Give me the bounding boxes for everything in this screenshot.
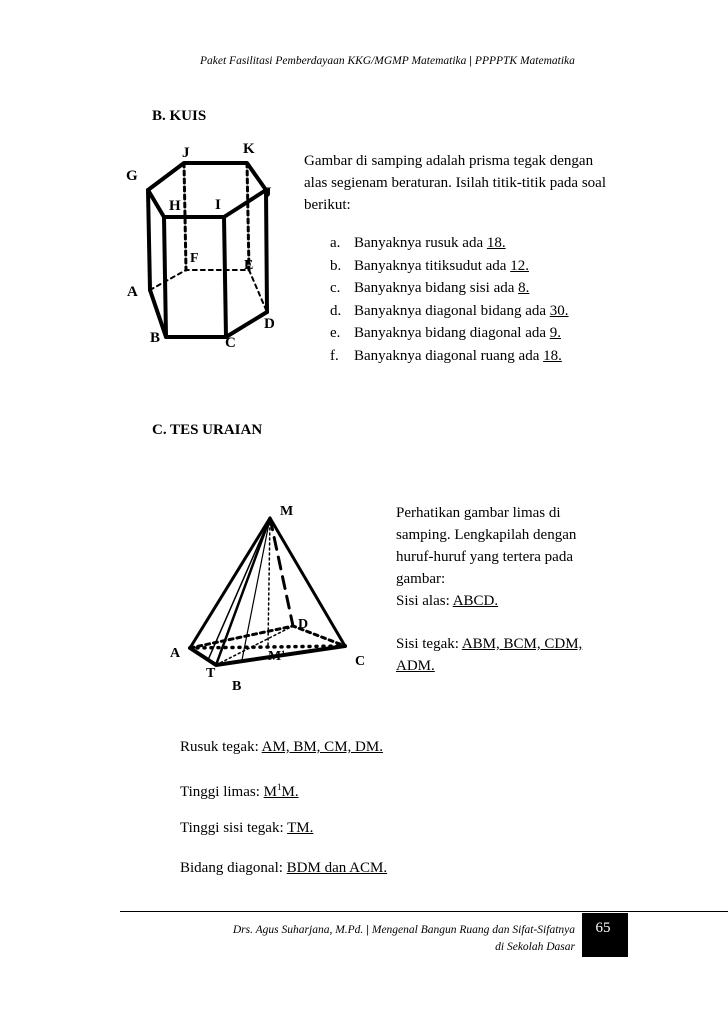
- prism-bottom-hidden: [150, 270, 267, 312]
- kuis-intro: Gambar di samping adalah prisma tegak dengan alas segienam beraturan. Isilah titik-titik pada soal berikut:: [304, 153, 606, 213]
- kuis-item-c: c. Banyaknya bidang sisi ada 8.: [330, 280, 530, 296]
- tinggi-limas-line: Tinggi limas: $M^1M$.: [180, 782, 299, 800]
- kuis-question-list: [330, 232, 569, 367]
- prism-label-K: K: [243, 141, 255, 157]
- kuis-item-a: a. Banyaknya rusuk ada 18.: [330, 235, 506, 251]
- pyramid-edge-MD: [270, 518, 293, 626]
- rusuk-tegak-line: Rusuk tegak: AM, BM, CM, DM.: [180, 739, 383, 755]
- tes-uraian-heading: C. TES URAIAN: [152, 422, 263, 438]
- kuis-heading: B. KUIS: [152, 108, 207, 124]
- footer-title-2: di Sekolah Dasar: [495, 941, 575, 953]
- prism-label-B: B: [150, 330, 161, 346]
- footer-separator: |: [366, 924, 369, 936]
- pyramid-label-M: M: [280, 504, 294, 519]
- footer-author: Drs. Agus Suharjana, M.Pd.: [232, 924, 364, 936]
- prism-label-F: F: [190, 251, 199, 266]
- kuis-item-b: b. Banyaknya titiksudut ada 12.: [330, 257, 529, 274]
- page-header: [200, 55, 640, 67]
- prism-label-C: C: [225, 335, 236, 351]
- sisi-alas-line: Sisi alas: ABCD.: [396, 593, 499, 609]
- kuis-item-f: f. Banyaknya diagonal ruang ada 18.: [330, 347, 562, 364]
- prism-label-A: A: [127, 284, 138, 300]
- header-left: Paket Fasilitasi Pemberdayaan KKG/MGMP Matematika: [200, 55, 467, 67]
- pyramid-label-T: T: [206, 666, 216, 681]
- prism-edge-H-B: [164, 217, 166, 337]
- prism-edge-I-C: [224, 217, 226, 337]
- pyramid-label-A: A: [170, 646, 181, 661]
- kuis-item-d: d. Banyaknya diagonal bidang ada 30.: [330, 302, 569, 319]
- prism-label-J-top: J: [182, 145, 190, 161]
- sisi-tegak-line: Sisi tegak: ABM, BCM, CDM,: [396, 636, 583, 652]
- tinggi-sisi-tegak-line: Tinggi sisi tegak: TM.: [180, 820, 314, 836]
- prism-label-H: H: [169, 198, 181, 214]
- prism-label-D: D: [264, 316, 275, 332]
- footer-rule: [120, 911, 728, 912]
- pyramid-label-D: D: [298, 617, 309, 632]
- pyramid-label-M1: M¹: [268, 649, 286, 664]
- pyramid-label-B: B: [232, 679, 242, 694]
- bidang-diagonal-line: Bidang diagonal: BDM dan ACM.: [180, 860, 388, 876]
- prism-edge-G-A: [148, 190, 150, 290]
- page-number-box: [582, 913, 628, 957]
- header-right: PPPPTK Matematika: [474, 55, 575, 67]
- prism-hidden-edge-E: [247, 163, 249, 270]
- footer-title-1: Mengenal Bangun Ruang dan Sifat-Sifatnya: [371, 924, 575, 936]
- page-number: 65: [595, 920, 611, 936]
- prism-label-J-right: J: [264, 185, 272, 201]
- header-separator: |: [469, 55, 472, 67]
- tes-uraian-intro: Perhatikan gambar limas di samping. Lengkapilah dengan huruf-huruf yang tertera pada gambar:: [396, 505, 577, 587]
- prism-label-E: E: [244, 258, 254, 273]
- prism-label-I: I: [215, 197, 221, 213]
- prism-label-G: G: [126, 168, 138, 184]
- pyramid-label-C: C: [355, 654, 366, 669]
- pyramid-height: [268, 518, 270, 646]
- page-footer: [170, 922, 575, 956]
- sisi-tegak-line-2: ADM.: [396, 658, 435, 674]
- prism-edge-J-D: [266, 190, 267, 312]
- kuis-item-e: e. Banyaknya bidang diagonal ada 9.: [330, 325, 562, 341]
